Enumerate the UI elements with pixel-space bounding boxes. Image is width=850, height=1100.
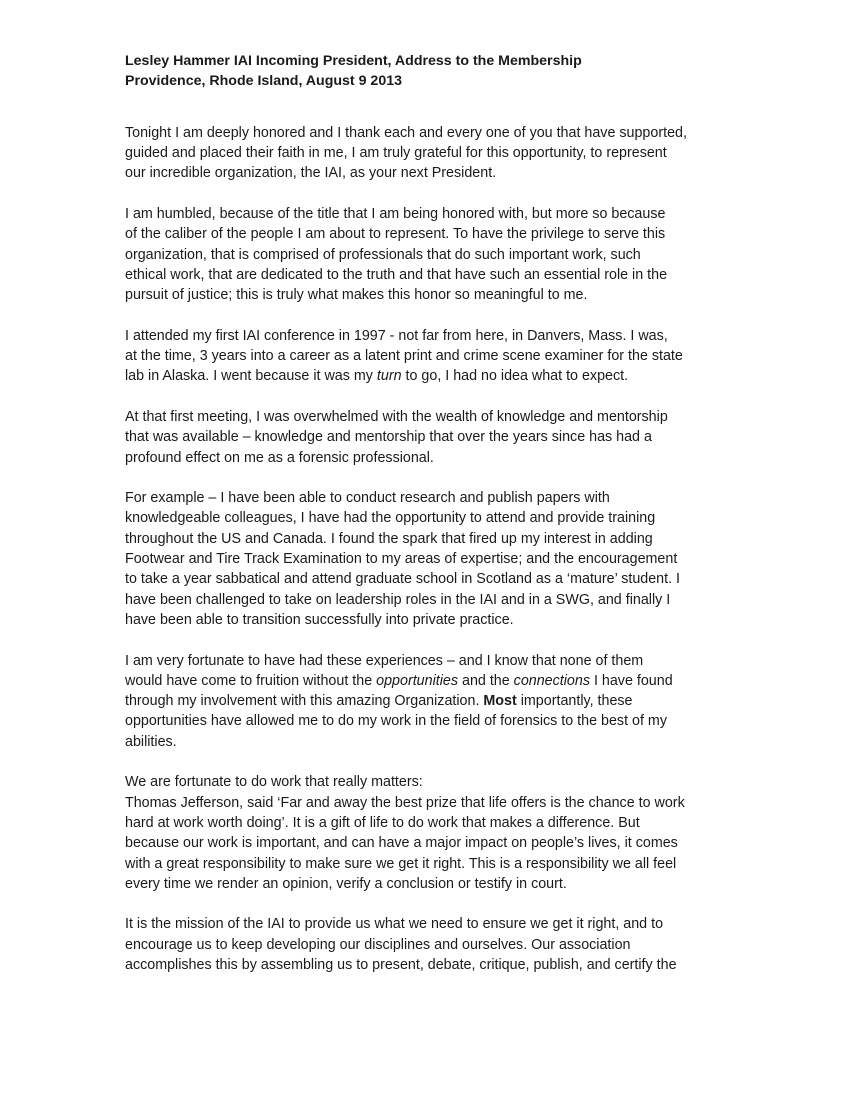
text-run: through my involvement with this amazing Organization. (125, 693, 484, 710)
text-line: For example – I have been able to conduct research and publish papers with (125, 490, 610, 507)
emphasis-connections: connections (513, 672, 590, 689)
text-line: I am humbled, because of the title that I am being honored with, but more so because (125, 206, 666, 222)
text-line: with a great responsibility to make sure we get it right. This is a responsibility we all feel (125, 855, 677, 872)
text-line: every time we render an opinion, verify a conclusion or testify in court. (125, 875, 567, 892)
text-run: would have come to fruition without the (125, 672, 377, 689)
text-line: encourage us to keep developing our disciplines and ourselves. Our association (125, 936, 631, 953)
paragraph-3 (125, 326, 730, 387)
paragraph-6 (125, 651, 730, 752)
text-line: because our work is important, and can have a major impact on people’s lives, it comes (125, 835, 678, 852)
heading-location-date: Providence, Rhode Island, August 9 2013 (125, 73, 402, 90)
text-line: It is the mission of the IAI to provide us what we need to ensure we get it right, and to (125, 916, 664, 933)
text-line: that was available – knowledge and mentorship that over the years since has had a (125, 429, 652, 446)
text-line: pursuit of justice; this is truly what makes this honor so meaningful to me. (125, 287, 588, 304)
text-line: We are fortunate to do work that really matters: (125, 774, 423, 791)
text-line: our incredible organization, the IAI, as your next President. (125, 165, 497, 182)
text-line: opportunities have allowed me to do my work in the field of forensics to the best of my (125, 713, 667, 730)
text-line: I attended my first IAI conference in 1997 - not far from here, in Danvers, Mass. I was, (125, 327, 668, 344)
bold-most: Most (483, 693, 517, 710)
document-heading (125, 51, 730, 92)
text-line: at the time, 3 years into a career as a latent print and crime scene examiner for the state (125, 348, 683, 365)
text-line: I am very fortunate to have had these experiences – and I know that none of them (125, 652, 644, 669)
paragraph-4 (125, 407, 730, 468)
paragraph-1 (125, 123, 730, 184)
text-line: have been able to transition successfully into private practice. (125, 611, 514, 628)
text-line: accomplishes this by assembling us to present, debate, critique, publish, and certify the (125, 956, 677, 973)
document-body (125, 123, 730, 975)
paragraph-5 (125, 488, 730, 630)
text-line: organization, that is comprised of professionals that do such important work, such (125, 246, 641, 263)
paragraph-9 (125, 914, 730, 975)
text-run: importantly, these (516, 693, 633, 710)
text-line: Footwear and Tire Track Examination to my areas of expertise; and the encouragement (125, 551, 678, 568)
text-line: At that first meeting, I was overwhelmed with the wealth of knowledge and mentorship (125, 408, 668, 425)
text-run: lab in Alaska. I went because it was my (125, 368, 377, 385)
emphasis-opportunities: opportunities (376, 672, 459, 689)
text-line (125, 366, 730, 386)
text-run: and the (458, 672, 514, 689)
text-line: of the caliber of the people I am about to represent. To have the privilege to serve this (125, 226, 666, 243)
text-line: to take a year sabbatical and attend graduate school in Scotland as a ‘mature’ student. I (125, 571, 681, 588)
document-page (125, 51, 730, 996)
text-line: guided and placed their faith in me, I am truly grateful for this opportunity, to represent (125, 145, 667, 162)
text-line: knowledgeable colleagues, I have had the opportunity to attend and provide training (125, 510, 656, 527)
paragraph-7 (125, 772, 730, 792)
text-line: abilities. (125, 733, 177, 750)
text-line: ethical work, that are dedicated to the truth and that have such an essential role in the (125, 266, 668, 283)
text-line: profound effect on me as a forensic professional. (125, 449, 434, 466)
emphasis-turn: turn (376, 368, 402, 385)
text-run: I have found (589, 672, 673, 689)
heading-title: Lesley Hammer IAI Incoming President, Address to the Membership (125, 53, 582, 69)
text-line (125, 671, 730, 691)
text-line: throughout the US and Canada. I found the spark that fired up my interest in adding (125, 530, 653, 547)
text-line: hard at work worth doing’. It is a gift of life to do work that makes a difference. But (125, 814, 640, 831)
text-line: Thomas Jefferson, said ‘Far and away the best prize that life offers is the chance to work (125, 794, 685, 811)
text-run: to go, I had no idea what to expect. (401, 368, 629, 385)
text-line: have been challenged to take on leadership roles in the IAI and in a SWG, and finally I (125, 591, 671, 608)
paragraph-2 (125, 204, 730, 305)
text-line (125, 691, 730, 711)
text-line: Tonight I am deeply honored and I thank each and every one of you that have supported, (125, 124, 687, 141)
paragraph-8 (125, 793, 730, 894)
